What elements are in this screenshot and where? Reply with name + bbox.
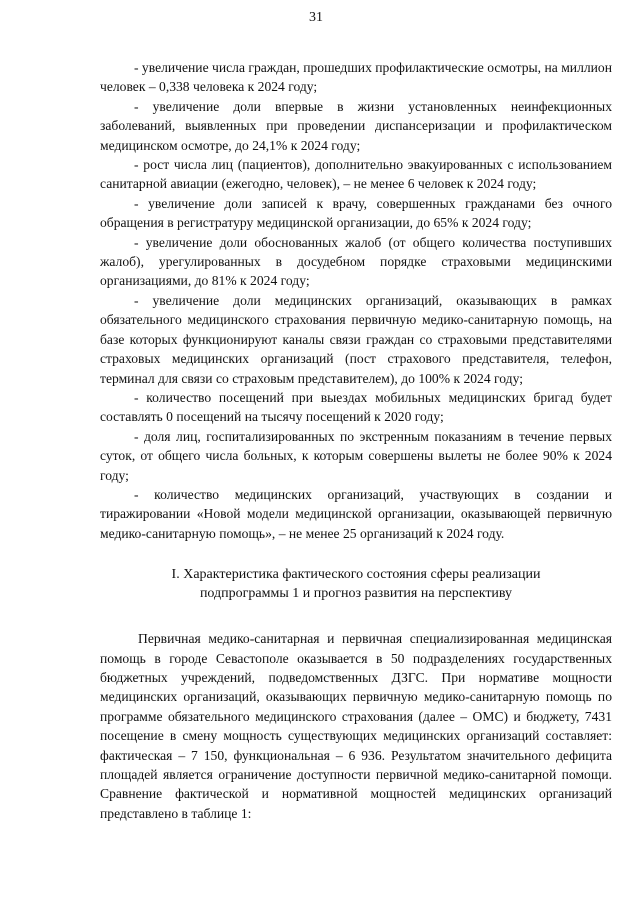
list-item: - увеличение доли впервые в жизни установленных неинфекционных заболеваний, выявленных при проведении диспансеризации и профилактическом медицинском осмотре, до 24,1% к 2024 году; [100,98,612,153]
list-item: - количество медицинских организаций, участвующих в создании и тиражировании «Новой модели медицинской организации, оказывающей первичную медико-санитарную помощь», – не менее 25 организаций к 2024 году. [100,486,612,541]
section-heading-line-2: подпрограммы 1 и прогноз развития на перспективу [199,586,513,602]
list-item: - увеличение доли медицинских организаций, оказывающих в рамках обязательного медицинского страхования первичную медико-санитарную помощь, на базе которых функционируют каналы связи граждан со страховыми представителями страховых медицинских организаций (пост страхового представителя, телефон, терминал для связи со страховым представителем), до 100% к 2024 году; [100,292,612,386]
page-content [100,58,612,823]
list-item: - увеличение доли записей к врачу, совершенных гражданами без очного обращения в регистратуру медицинской организации, до 65% к 2024 году; [100,195,612,231]
section-heading-line-1: I. Характеристика фактического состояния сферы реализации [171,567,541,583]
list-item: - рост числа лиц (пациентов), дополнительно эвакуированных с использованием санитарной авиации (ежегодно, человек), – не менее 6 человек к 2024 году; [100,157,612,192]
list-item: - количество посещений при выездах мобильных медицинских бригад будет составлять 0 посещений на тысячу посещений к 2020 году; [100,389,612,425]
page-number: 31 [309,10,323,25]
list-item: - увеличение числа граждан, прошедших профилактические осмотры, на миллион человек – 0,338 человека к 2024 году; [100,60,612,95]
section-heading [100,565,612,603]
body-paragraph: Первичная медико-санитарная и первичная специализированная медицинская помощь в городе Севастополе оказывается в 50 подразделениях государственных бюджетных учреждений, подведомственных ДЗГС. При нормативе мощности медицинских организаций, оказывающих первичную медико-санитарную помощь по программе обязательного медицинского страхования (далее – ОМС) и бюджету, 7431 посещение в смену мощность существующих медицинских организаций составляет: фактическая – 7 150, функциональная – 6 936. Результатом значительного дефицита площадей является ограничение доступности первичной медико-санитарной помощи. Сравнение фактической и нормативной мощностей медицинских организаций представлено в таблице 1: [100,631,612,821]
list-item: - доля лиц, госпитализированных по экстренным показаниям в течение первых суток, от общего числа больных, к которым совершены вылеты не более 90% к 2024 году; [100,428,612,483]
list-item: - увеличение доли обоснованных жалоб (от общего количества поступивших жалоб), урегулированных в досудебном порядке страховыми медицинскими организациями, до 81% к 2024 году; [100,234,612,289]
